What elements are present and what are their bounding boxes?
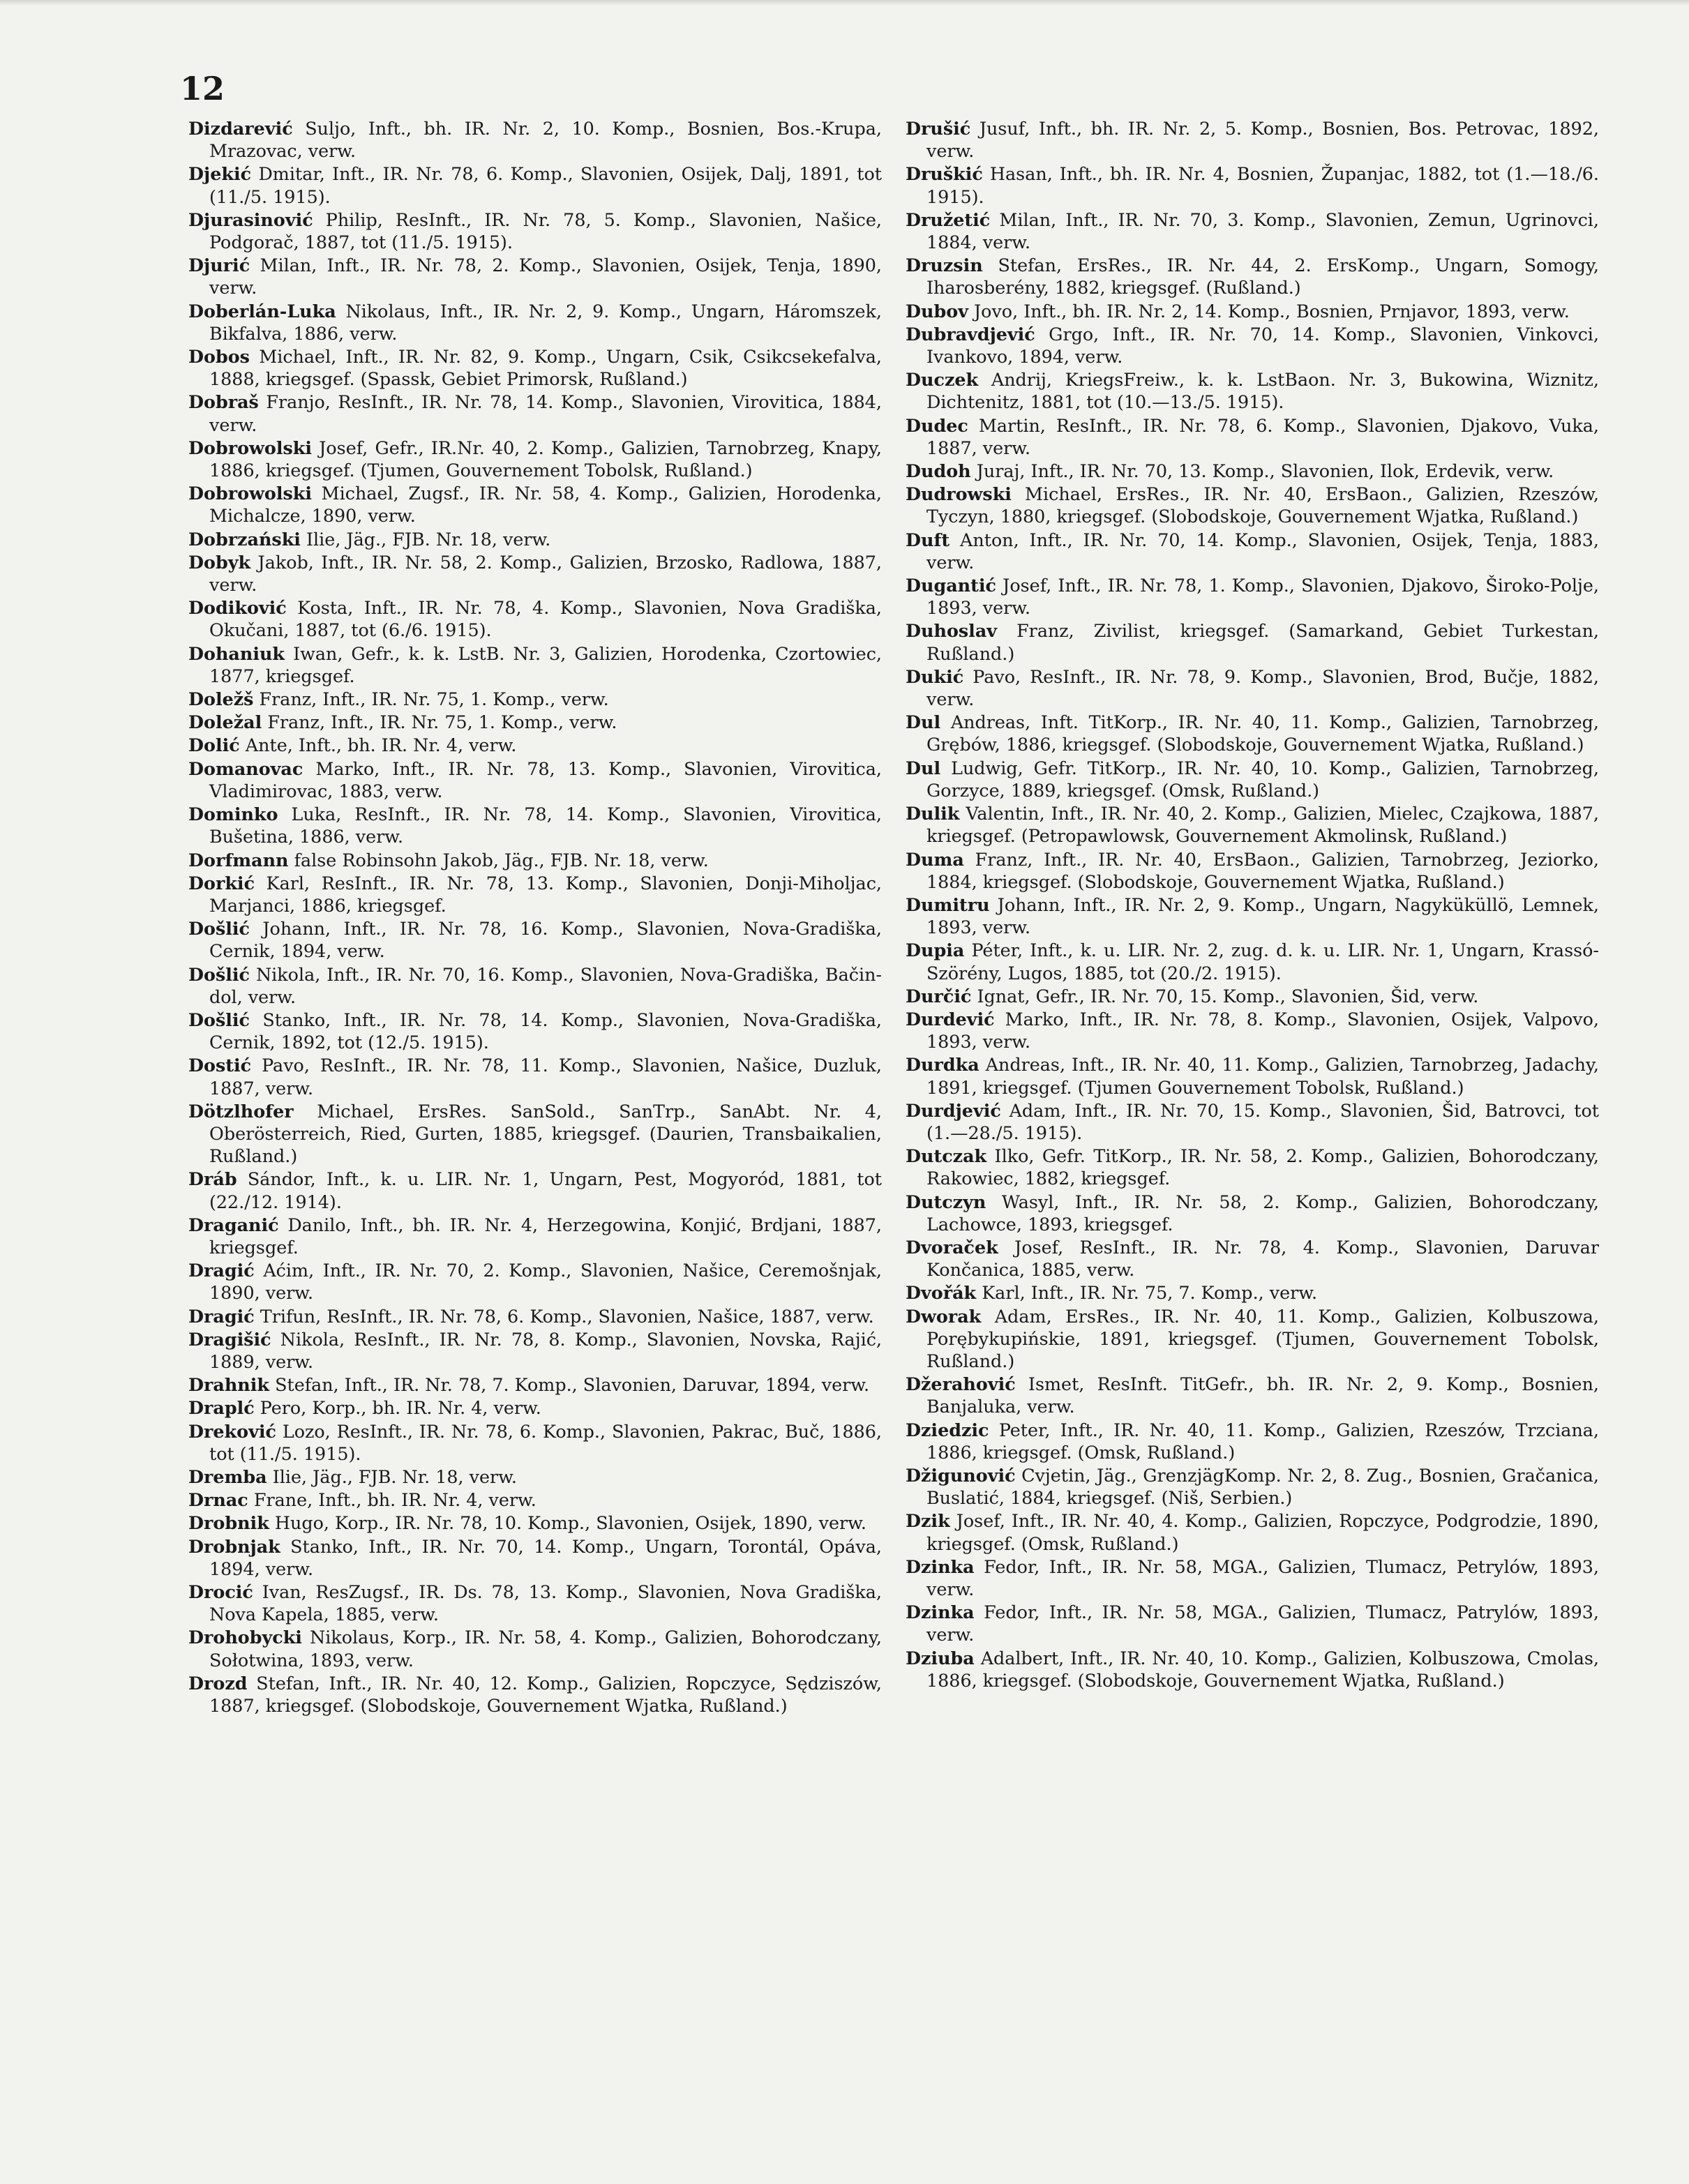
entry-details: Anton, Inft., IR. Nr. 70, 14. Komp., Slavonien, Osijek, Tenja, 1883, verw. [926, 529, 1600, 573]
entry-name: Duft [906, 529, 950, 550]
entry-details: Stefan, Inft., IR. Nr. 40, 12. Komp., Galizien, Ropczyce, Sędziszów, 1887, kriegsgef. (Slobodskoje, Gouvernement Wjatka, Rußland.) [209, 1672, 882, 1717]
entry-details: Josef, ResInft., IR. Nr. 78, 4. Komp., Slavonien, Daruvar Končanica, 1885, verw. [926, 1236, 1600, 1281]
entry-name: Domanovac [188, 758, 303, 779]
entry-name: Dupia [906, 940, 965, 961]
list-entry [188, 1214, 882, 1258]
entry-name: Durdka [906, 1054, 979, 1076]
entry-details: Kosta, Inft., IR. Nr. 78, 4. Komp., Slavonien, Nova Gradiška, Okučani, 1887, tot (6./6. 1915). [209, 597, 883, 641]
list-entry [188, 917, 882, 962]
entry-name: Dul [906, 711, 941, 733]
entry-details: Jakob, Inft., IR. Nr. 58, 2. Komp., Galizien, Brzosko, Radlowa, 1887, verw. [209, 551, 883, 596]
entry-details: Pavo, ResInft., IR. Nr. 78, 11. Komp., Slavonien, Našice, Duzluk, 1887, verw. [209, 1055, 882, 1099]
entry-name: Dvoraček [906, 1236, 998, 1258]
entry-details: Frane, Inft., bh. IR. Nr. 4, verw. [253, 1489, 536, 1511]
entry-details: Michael, ErsRes., IR. Nr. 40, ErsBaon., Galizien, Rzeszów, Tyczyn, 1880, kriegsgef. (Slobodskoje, Gouvernement Wjatka, Rußland.) [926, 483, 1599, 527]
list-entry [188, 528, 882, 550]
entry-details: Hugo, Korp., IR. Nr. 78, 10. Komp., Slavonien, Osijek, 1890, verw. [274, 1512, 866, 1534]
entry-name: Dudoh [906, 460, 971, 482]
entry-name: Dragišić [188, 1328, 271, 1350]
list-entry [188, 1581, 882, 1625]
entry-name: Dukić [906, 665, 964, 687]
list-entry [906, 1053, 1599, 1098]
list-entry [188, 117, 882, 162]
list-entry [906, 757, 1599, 801]
entry-details: Stanko, Inft., IR. Nr. 78, 14. Komp., Slavonien, Nova-Gradiška, Cernik, 1892, tot (12./5. 1915). [209, 1009, 882, 1053]
entry-details: Martin, ResInft., IR. Nr. 78, 6. Komp., Slavonien, Djakovo, Vuka, 1887, verw. [926, 414, 1599, 458]
entry-name: Drozd [188, 1672, 248, 1694]
entry-name: Družetić [906, 209, 991, 230]
entry-details: Juraj, Inft., IR. Nr. 70, 13. Komp., Slavonien, Ilok, Erdevik, verw. [976, 460, 1554, 482]
entry-name: Duczek [906, 369, 979, 391]
list-entry [188, 1626, 882, 1671]
entry-name: Doležal [188, 711, 262, 733]
entry-name: Dobos [188, 346, 250, 368]
list-entry [188, 1328, 882, 1373]
entry-name: Durdević [906, 1008, 995, 1030]
entry-name: Dominko [188, 804, 278, 825]
list-entry [188, 1396, 882, 1419]
list-entry [188, 758, 882, 802]
list-entry [906, 1419, 1599, 1463]
entry-name: Dworak [906, 1305, 982, 1327]
entry-details: Stanko, Inft., IR. Nr. 70, 14. Komp., Ungarn, Torontál, Opáva, 1894, verw. [209, 1535, 882, 1579]
entry-details: Luka, ResInft., IR. Nr. 78, 14. Komp., Slavonien, Virovitica, Bušetina, 1886, verw. [209, 804, 882, 848]
list-entry [188, 345, 882, 390]
entry-name: Dobyk [188, 551, 251, 573]
entry-details: Marko, Inft., IR. Nr. 78, 8. Komp., Slavonien, Osijek, Valpovo, 1893, verw. [926, 1008, 1599, 1053]
entry-name: Dubravdjević [906, 323, 1035, 345]
entry-name: Druzsin [906, 255, 983, 276]
entry-name: Dragić [188, 1305, 255, 1327]
entry-details: Franz, Inft., IR. Nr. 75, 1. Komp., verw. [259, 688, 609, 710]
entry-details: Fedor, Inft., IR. Nr. 58, MGA., Galizien, Tlumacz, Petrylów, 1893, verw. [926, 1556, 1599, 1599]
page-number: 12 [180, 70, 225, 107]
entry-details: Andreas, Inft. TitKorp., IR. Nr. 40, 11. Komp., Galizien, Tarnobrzeg, Grębów, 1886, kriegsgef. (Slobodskoje, Gouvernement Wjatka, Rußland.) [926, 711, 1599, 755]
entry-name: Dobrowolski [188, 437, 312, 458]
entry-name: Durdjević [906, 1099, 1001, 1121]
list-entry [906, 163, 1599, 207]
entry-details: Ante, Inft., bh. IR. Nr. 4, verw. [245, 735, 517, 756]
entry-details: Nikolaus, Korp., IR. Nr. 58, 4. Komp., Galizien, Bohorodczany, Sołotwina, 1893, verw. [209, 1627, 882, 1671]
entry-details: Iwan, Gefr., k. k. LstB. Nr. 3, Galizien, Horodenka, Czortowiec, 1877, kriegsgef. [209, 642, 882, 686]
list-entry [188, 1489, 882, 1511]
entry-name: Djurasinović [188, 209, 313, 230]
list-entry [906, 1509, 1599, 1554]
entry-name: Dobraš [188, 391, 259, 413]
entry-details: Karl, Inft., IR. Nr. 75, 7. Komp., verw. [982, 1282, 1318, 1304]
list-entry [188, 596, 882, 641]
list-entry [188, 254, 882, 299]
entry-details: Ludwig, Gefr. TitKorp., IR. Nr. 40, 10. Komp., Galizien, Tarnobrzeg, Gorzyce, 1889, kriegsgef. (Omsk, Rußland.) [926, 757, 1599, 801]
entry-name: Dziedzic [906, 1419, 989, 1440]
entry-name: Dorkić [188, 872, 255, 894]
entry-name: Dul [906, 757, 941, 778]
entry-name: Dutczak [906, 1145, 987, 1167]
entry-details: Pavo, ResInft., IR. Nr. 78, 9. Komp., Slavonien, Brod, Bučje, 1882, verw. [926, 665, 1600, 710]
list-entry [188, 1535, 882, 1580]
list-entry [188, 1100, 882, 1168]
list-entry [906, 939, 1599, 984]
entry-name: Dodiković [188, 597, 287, 619]
entry-details: Marko, Inft., IR. Nr. 78, 13. Komp., Slavonien, Virovitica, Vladimirovac, 1883, verw. [209, 758, 882, 801]
list-entry [906, 894, 1599, 938]
entry-name: Djurić [188, 255, 250, 276]
entry-name: Dohaniuk [188, 642, 285, 664]
list-entry [906, 254, 1599, 299]
entry-details: Philip, ResInft., IR. Nr. 78, 5. Komp., Slavonien, Našice, Podgorač, 1887, tot (11./5. 1915). [209, 209, 882, 253]
list-entry [906, 1647, 1599, 1692]
entry-name: Dolić [188, 735, 240, 756]
entry-name: Dremba [188, 1466, 267, 1487]
entry-name: Dutczyn [906, 1191, 986, 1212]
list-entry [188, 482, 882, 527]
entry-name: Dorfmann [188, 849, 289, 871]
list-entry [188, 872, 882, 917]
entry-details: Karl, ResInft., IR. Nr. 78, 13. Komp., Slavonien, Donji-Miholjac, Marjanci, 1886, kriegsgef. [209, 872, 882, 916]
entry-details: Josef, Gefr., IR.Nr. 40, 2. Komp., Galizien, Tarnobrzeg, Knapy, 1886, kriegsgef. (Tjumen, Gouvernement Tobolsk, Rußland.) [209, 437, 882, 481]
list-entry [188, 849, 882, 871]
list-entry [188, 1466, 882, 1488]
entry-details: Valentin, Inft., IR. Nr. 40, 2. Komp., Galizien, Mielec, Czajkowa, 1887, kriegsgef. (Petropawlowsk, Gouvernement Akmolinsk, Rußland.) [926, 803, 1599, 847]
list-entry [906, 1008, 1599, 1053]
entry-details: Aćim, Inft., IR. Nr. 70, 2. Komp., Slavonien, Našice, Ceremošnjak, 1890, verw. [209, 1260, 883, 1304]
list-entry [906, 209, 1599, 253]
list-entry [188, 642, 882, 687]
entry-name: Džerahović [906, 1373, 1016, 1395]
entry-name: Duma [906, 848, 964, 870]
entry-details: Péter, Inft., k. u. LIR. Nr. 2, zug. d. k. u. LIR. Nr. 1, Ungarn, Krassó-Szörény, Lugos, 1885, tot (20./2. 1915). [926, 940, 1600, 984]
entry-details: Johann, Inft., IR. Nr. 2, 9. Komp., Ungarn, Nagyküküllö, Lemnek, 1893, verw. [926, 894, 1599, 938]
entry-details: Ilko, Gefr. TitKorp., IR. Nr. 58, 2. Komp., Galizien, Bohorodczany, Rakowiec, 1882, kriegsgef. [926, 1145, 1599, 1189]
list-entry [188, 1054, 882, 1099]
entry-name: Džigunović [906, 1464, 1016, 1486]
entry-details: Lozo, ResInft., IR. Nr. 78, 6. Komp., Slavonien, Pakrac, Buč, 1886, tot (11./5. 1915). [209, 1420, 882, 1464]
right-column [906, 117, 1599, 1692]
entry-details: Milan, Inft., IR. Nr. 78, 2. Komp., Slavonien, Osijek, Tenja, 1890, verw. [209, 255, 882, 299]
entry-name: Dudrowski [906, 483, 1012, 505]
list-entry [906, 1099, 1599, 1144]
entry-details: Andrij, KriegsFreiw., k. k. LstBaon. Nr. 3, Bukowina, Wiznitz, Dichtenitz, 1881, tot (10.—13./5. 1915). [926, 369, 1599, 413]
entry-details: Ivan, ResZugsf., IR. Ds. 78, 13. Komp., Slavonien, Nova Gradiška, Nova Kapela, 1885, verw. [209, 1581, 883, 1625]
list-entry [906, 323, 1599, 368]
entry-details: Josef, Inft., IR. Nr. 78, 1. Komp., Slavonien, Djakovo, Široko-Polje, 1893, verw. [926, 575, 1600, 619]
entry-name: Dizdarević [188, 118, 293, 139]
entry-details: Adam, ErsRes., IR. Nr. 40, 11. Komp., Galizien, Kolbuszowa, Porębykupińskie, 1891, kriegsgef. (Tjumen, Gouvernement Tobolsk, Rußland.) [926, 1305, 1599, 1371]
list-entry [906, 711, 1599, 755]
entry-name: Dzinka [906, 1556, 975, 1577]
entry-details: Sándor, Inft., k. u. LIR. Nr. 1, Ungarn, Pest, Mogyoród, 1881, tot (22./12. 1914). [209, 1168, 882, 1212]
list-entry [906, 1145, 1599, 1189]
entry-name: Drušić [906, 118, 971, 139]
list-entry [188, 1259, 882, 1304]
entry-name: Druškić [906, 163, 983, 185]
entry-name: Drahnik [188, 1374, 270, 1396]
entry-name: Drobnik [188, 1512, 269, 1534]
entry-name: Duhoslav [906, 620, 998, 642]
entry-details: Fedor, Inft., IR. Nr. 58, MGA., Galizien, Tlumacz, Patrylów, 1893, verw. [926, 1602, 1599, 1645]
list-entry [188, 803, 882, 848]
entry-details: Andreas, Inft., IR. Nr. 40, 11. Komp., Galizien, Tarnobrzeg, Jadachy, 1891, kriegsgef. (Tjumen Gouvernement Tobolsk, Rußland.) [926, 1054, 1599, 1098]
entry-name: Dráb [188, 1168, 237, 1190]
entry-details: Dmitar, Inft., IR. Nr. 78, 6. Komp., Slavonien, Osijek, Dalj, 1891, tot (11./5. 1915). [209, 163, 882, 207]
entry-name: Doležš [188, 688, 254, 710]
list-entry [906, 300, 1599, 322]
list-entry [188, 734, 882, 756]
entry-details: Trifun, ResInft., IR. Nr. 78, 6. Komp., Slavonien, Našice, 1887, verw. [260, 1305, 874, 1327]
list-entry [906, 1601, 1599, 1645]
entry-name: Dvořák [906, 1282, 977, 1304]
list-entry [906, 619, 1599, 664]
entry-details: Cvjetin, Jäg., GrenzjägKomp. Nr. 2, 8. Zug., Bosnien, Gračanica, Buslatić, 1884, kriegsgef. (Niš, Serbien.) [926, 1464, 1599, 1509]
list-entry [906, 574, 1599, 619]
entry-name: Dzinka [906, 1602, 975, 1623]
list-entry [188, 1373, 882, 1396]
entry-name: Dumitru [906, 894, 990, 915]
list-entry [906, 368, 1599, 413]
list-entry [906, 460, 1599, 482]
entry-details: Milan, Inft., IR. Nr. 70, 3. Komp., Slavonien, Zemun, Ugrinovci, 1884, verw. [926, 209, 1599, 253]
entry-name: Dobrowolski [188, 483, 312, 504]
entry-name: Doberlán-Luka [188, 300, 336, 322]
list-entry [188, 1305, 882, 1327]
entry-details: Stefan, Inft., IR. Nr. 78, 7. Komp., Slavonien, Daruvar, 1894, verw. [275, 1374, 870, 1396]
list-entry [906, 1373, 1599, 1417]
list-entry [188, 688, 882, 710]
list-entry [188, 437, 882, 481]
entry-details: Ilie, Jäg., FJB. Nr. 18, verw. [272, 1466, 517, 1487]
entry-name: Dudec [906, 414, 968, 436]
list-entry [188, 300, 882, 345]
entry-details: Danilo, Inft., bh. IR. Nr. 4, Herzegowina, Konjić, Brdjani, 1887, kriegsgef. [209, 1214, 882, 1258]
list-entry [188, 1168, 882, 1212]
entry-name: Dostić [188, 1055, 252, 1076]
entry-details: Jusuf, Inft., bh. IR. Nr. 2, 5. Komp., Bosnien, Bos. Petrovac, 1892, verw. [926, 118, 1599, 162]
list-entry [188, 209, 882, 253]
entry-details: Johann, Inft., IR. Nr. 78, 16. Komp., Slavonien, Nova-Gradiška, Cernik, 1894, verw. [209, 918, 882, 962]
entry-name: Drocić [188, 1581, 253, 1602]
entry-details: Peter, Inft., IR. Nr. 40, 11. Komp., Galizien, Rzeszów, Trzciana, 1886, kriegsgef. (Omsk, Rußland.) [926, 1419, 1600, 1463]
list-entry [906, 1236, 1599, 1281]
list-entry [188, 711, 882, 733]
entry-name: Došlić [188, 1009, 250, 1030]
entry-name: Dziuba [906, 1647, 975, 1669]
list-entry [906, 848, 1599, 893]
entry-name: Dötzlhofer [188, 1100, 294, 1122]
entry-name: Dragić [188, 1260, 255, 1281]
left-column [188, 117, 882, 1717]
list-entry [906, 985, 1599, 1007]
entry-name: Dzik [906, 1510, 950, 1532]
entry-details: Ignat, Gefr., IR. Nr. 70, 15. Komp., Slavonien, Šid, verw. [977, 985, 1479, 1007]
entry-details: Michael, ErsRes. SanSold., SanTrp., SanAbt. Nr. 4, Oberösterreich, Ried, Gurten, 1885, kriegsgef. (Daurien, Transbaikalien, Rußland.) [209, 1100, 882, 1167]
list-entry [188, 963, 882, 1008]
entry-details: Ilie, Jäg., FJB. Nr. 18, verw. [306, 528, 551, 550]
list-entry [906, 117, 1599, 162]
entry-details: Jovo, Inft., bh. IR. Nr. 2, 14. Komp., Bosnien, Prnjavor, 1893, verw. [974, 300, 1570, 322]
entry-name: Drobnjak [188, 1535, 280, 1557]
entry-details: Josef, Inft., IR. Nr. 40, 4. Komp., Galizien, Ropczyce, Podgrodzie, 1890, kriegsgef. (Omsk, Rußland.) [926, 1510, 1599, 1554]
list-entry [906, 1556, 1599, 1600]
list-entry [906, 1191, 1599, 1235]
entry-details: Grgo, Inft., IR. Nr. 70, 14. Komp., Slavonien, Vinkovci, Ivankovo, 1894, verw. [926, 323, 1599, 368]
entry-name: Došlić [188, 918, 250, 940]
entry-name: Dubov [906, 300, 968, 322]
list-entry [906, 529, 1599, 573]
list-entry [906, 802, 1599, 847]
entry-name: Dobrzański [188, 528, 301, 550]
entry-details: Suljo, Inft., bh. IR. Nr. 2, 10. Komp., Bosnien, Bos.-Krupa, Mrazovac, verw. [209, 118, 882, 162]
entry-name: Dugantić [906, 575, 996, 596]
list-entry [906, 1464, 1599, 1509]
entry-details: Stefan, ErsRes., IR. Nr. 44, 2. ErsKomp., Ungarn, Somogy, Iharosberény, 1882, kriegsgef. (Rußland.) [926, 255, 1599, 299]
entry-details: Franz, Inft., IR. Nr. 75, 1. Komp., verw. [267, 711, 617, 733]
list-entry [188, 391, 882, 435]
list-entry [906, 414, 1599, 459]
entry-details: Michael, Inft., IR. Nr. 82, 9. Komp., Ungarn, Csik, Csikcsekefalva, 1888, kriegsgef. (Spassk, Gebiet Primorsk, Rußland.) [209, 346, 882, 390]
entry-details: Nikola, ResInft., IR. Nr. 78, 8. Komp., Slavonien, Novska, Rajić, 1889, verw. [209, 1328, 882, 1372]
list-entry [906, 1305, 1599, 1373]
entry-name: Dulik [906, 803, 960, 824]
entry-details: Adalbert, Inft., IR. Nr. 40, 10. Komp., Galizien, Kolbuszowa, Cmolas, 1886, kriegsgef. (Slobodskoje, Gouvernement Wjatka, Rußland.) [926, 1647, 1600, 1691]
entry-name: Drnac [188, 1489, 248, 1511]
list-entry [906, 483, 1599, 527]
entry-details: Ismet, ResInft. TitGefr., bh. IR. Nr. 2, 9. Komp., Bosnien, Banjaluka, verw. [926, 1373, 1599, 1417]
list-entry [906, 1281, 1599, 1304]
list-entry [188, 551, 882, 596]
entry-details: Michael, Zugsf., IR. Nr. 58, 4. Komp., Galizien, Horodenka, Michalcze, 1890, verw. [209, 483, 882, 527]
entry-details: Nikola, Inft., IR. Nr. 70, 16. Komp., Slavonien, Nova-Gradiška, Bačin-dol, verw. [209, 963, 882, 1007]
entry-name: Durčić [906, 985, 972, 1007]
list-entry [188, 1512, 882, 1534]
entry-name: Došlić [188, 963, 250, 985]
list-entry [188, 1420, 882, 1465]
entry-name: Draganić [188, 1214, 279, 1235]
entry-details: Nikolaus, Inft., IR. Nr. 2, 9. Komp., Ungarn, Háromszek, Bikfalva, 1886, verw. [209, 300, 882, 344]
entry-details: Adam, Inft., IR. Nr. 70, 15. Komp., Slavonien, Šid, Batrovci, tot (1.—28./5. 1915). [926, 1099, 1599, 1143]
entry-name: Djekić [188, 163, 252, 185]
entry-details: Franjo, ResInft., IR. Nr. 78, 14. Komp., Slavonien, Virovitica, 1884, verw. [209, 391, 882, 435]
page-top-shadow [0, 0, 1689, 6]
entry-details: false Robinsohn Jakob, Jäg., FJB. Nr. 18, verw. [294, 849, 709, 871]
list-entry [188, 1672, 882, 1717]
entry-name: Dreković [188, 1420, 276, 1442]
list-entry [906, 665, 1599, 710]
entry-name: Drohobycki [188, 1627, 302, 1648]
entry-details: Franz, Inft., IR. Nr. 40, ErsBaon., Galizien, Tarnobrzeg, Jeziorko, 1884, kriegsgef. (Slobodskoje, Gouvernement Wjatka, Rußland.) [926, 848, 1599, 892]
list-entry [188, 163, 882, 207]
entry-details: Pero, Korp., bh. IR. Nr. 4, verw. [260, 1397, 541, 1419]
entry-details: Wasyl, Inft., IR. Nr. 58, 2. Komp., Galizien, Bohorodczany, Lachowce, 1893, kriegsgef. [926, 1191, 1599, 1235]
entry-name: Draplć [188, 1397, 255, 1419]
entry-details: Hasan, Inft., bh. IR. Nr. 4, Bosnien, Županjac, 1882, tot (1.—18./6. 1915). [926, 163, 1599, 207]
entry-details: Franz, Zivilist, kriegsgef. (Samarkand, Gebiet Turkestan, Rußland.) [926, 620, 1599, 664]
list-entry [188, 1009, 882, 1053]
